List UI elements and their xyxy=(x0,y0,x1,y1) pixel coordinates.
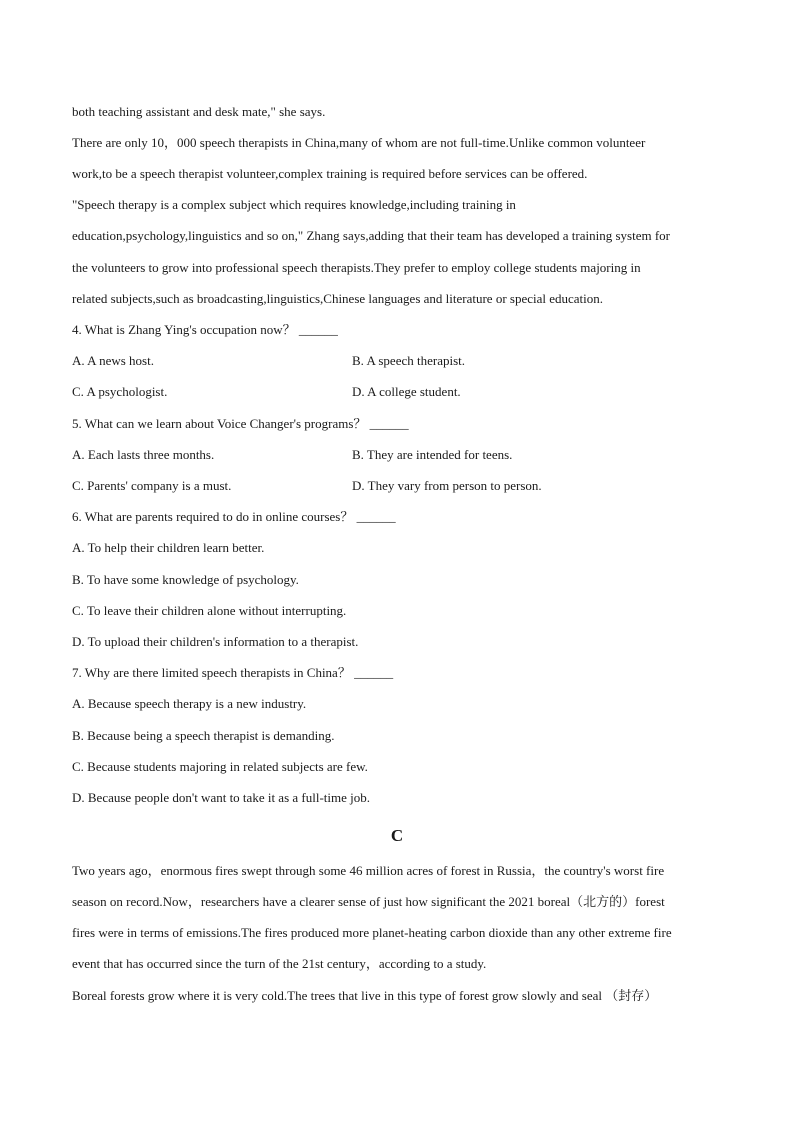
question-7-option-a: A. Because speech therapy is a new industry. xyxy=(72,696,307,711)
question-6-option-b: B. To have some knowledge of psychology. xyxy=(72,572,299,587)
question-7-stem: 7. Why are there limited speech therapists in China？ ______ xyxy=(72,665,394,680)
question-7-option-c: C. Because students majoring in related subjects are few. xyxy=(72,759,368,774)
passage-line: event that has occurred since the turn of the 21st century，according to a study. xyxy=(72,956,487,971)
question-5-stem: 5. What can we learn about Voice Changer's programs？ ______ xyxy=(72,416,409,431)
question-5-option-b: B. They are intended for teens. xyxy=(352,447,513,462)
question-4-option-a: A. A news host. xyxy=(72,353,154,368)
passage-line: the volunteers to grow into professional speech therapists.They prefer to employ college students majoring in xyxy=(72,260,641,275)
question-4-option-d: D. A college student. xyxy=(352,384,461,399)
passage-line: both teaching assistant and desk mate," she says. xyxy=(72,104,326,119)
passage-line: "Speech therapy is a complex subject which requires knowledge,including training in xyxy=(72,197,516,212)
passage-line: Boreal forests grow where it is very cold.The trees that live in this type of forest grow slowly and seal （封存） xyxy=(72,988,658,1003)
question-4-option-c: C. A psychologist. xyxy=(72,384,168,399)
question-4-option-b: B. A speech therapist. xyxy=(352,353,466,368)
question-6-stem: 6. What are parents required to do in online courses？ ______ xyxy=(72,509,396,524)
question-5-option-d: D. They vary from person to person. xyxy=(352,478,542,493)
passage-line: season on record.Now，researchers have a clearer sense of just how significant the 2021 boreal（北方的）forest xyxy=(72,894,665,909)
passage-line: There are only 10，000 speech therapists in China,many of whom are not full-time.Unlike common volunteer xyxy=(72,135,646,150)
section-heading: C xyxy=(390,826,404,845)
question-7-option-b: B. Because being a speech therapist is demanding. xyxy=(72,728,335,743)
question-5-option-a: A. Each lasts three months. xyxy=(72,447,215,462)
question-6-option-c: C. To leave their children alone without interrupting. xyxy=(72,603,347,618)
question-5-option-c: C. Parents' company is a must. xyxy=(72,478,232,493)
passage-line: Two years ago，enormous fires swept through some 46 million acres of forest in Russia，the country's worst fire xyxy=(72,863,665,878)
passage-line: education,psychology,linguistics and so on," Zhang says,adding that their team has developed a training system for xyxy=(72,228,670,243)
question-6-option-a: A. To help their children learn better. xyxy=(72,540,265,555)
question-7-option-d: D. Because people don't want to take it as a full-time job. xyxy=(72,790,371,805)
passage-line: work,to be a speech therapist volunteer,complex training is required before services can be offered. xyxy=(72,166,588,181)
passage-line: related subjects,such as broadcasting,linguistics,Chinese languages and literature or special education. xyxy=(72,291,604,306)
question-4-stem: 4. What is Zhang Ying's occupation now？ ______ xyxy=(72,322,338,337)
passage-line: fires were in terms of emissions.The fires produced more planet-heating carbon dioxide than any other extreme fire xyxy=(72,925,672,940)
question-6-option-d: D. To upload their children's information to a therapist. xyxy=(72,634,359,649)
